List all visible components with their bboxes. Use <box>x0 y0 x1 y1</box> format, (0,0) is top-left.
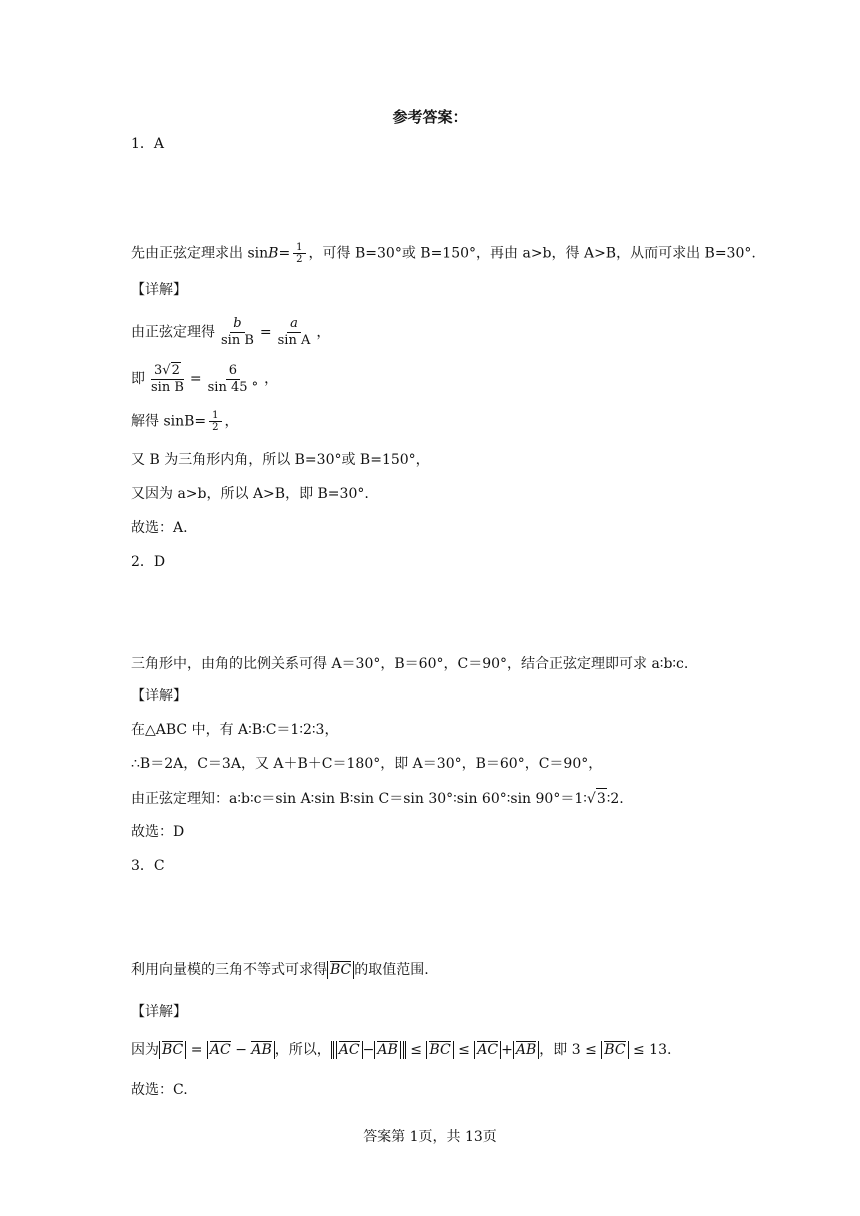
le-sign: ≤ <box>458 1042 470 1058</box>
abs-ab <box>513 1041 539 1059</box>
q1-analysis-text-a: 先由正弦定理求出 sin <box>131 245 269 262</box>
abs-bc <box>426 1041 453 1059</box>
equals-sign: = <box>259 324 272 341</box>
q1-detail-line-4: 又 B 为三角形内角，所以 B=30°或 B=150°， <box>131 452 430 468</box>
fraction-numerator: 1 <box>209 410 221 422</box>
q1-analysis <box>131 242 756 265</box>
q1-detail-line-2 <box>131 362 278 396</box>
q2-l3-suffix: ∶2. <box>606 791 624 807</box>
q3-so-text: ，所以， <box>274 1042 331 1058</box>
vector-ac: AC <box>338 1042 360 1058</box>
fraction-denominator: sin 45 ° <box>207 379 259 395</box>
q3-analysis-prefix: 利用向量模的三角不等式可求得 <box>131 962 327 978</box>
vector-bc: BC <box>162 1042 184 1058</box>
q1-detail-line-5: 又因为 a>b，所以 A>B，即 B=30°. <box>131 486 369 502</box>
radicand: 3 <box>596 788 607 809</box>
fraction-numerator: 3√2 <box>151 362 184 380</box>
q3-analysis-suffix: 的取值范围. <box>354 962 429 978</box>
vector-ab: AB <box>377 1042 398 1058</box>
q1-choice: 故选：A. <box>131 520 188 536</box>
fraction-denominator: sin B <box>221 333 254 348</box>
vector-bc: BC <box>604 1042 626 1058</box>
abs-diff-magnitudes <box>331 1041 406 1059</box>
q1-l3-prefix: 解得 sinB= <box>131 413 207 430</box>
q2-detail-line-2: ∴B＝2A，C＝3A，又 A＋B＋C＝180°，即 A＝30°，B＝60°，C＝90°， <box>131 756 603 772</box>
fraction-denominator: 2 <box>212 422 219 433</box>
q3-l1-prefix: 因为 <box>131 1042 159 1058</box>
q1-l3-half-fraction <box>209 410 221 433</box>
fraction-numerator: a <box>287 316 301 333</box>
q2-detail-line-3: 由正弦定理知：a∶b∶c＝sin A∶sin B∶sin C＝sin 30°∶sin 60°∶sin 90°＝1∶√3∶2. <box>131 788 624 809</box>
q1-l1-prefix: 由正弦定理得 <box>131 324 215 341</box>
q1-detail-header: 【详解】 <box>131 282 187 298</box>
minus-sign: − <box>362 1042 375 1058</box>
q1-l3-suffix: ， <box>224 413 239 430</box>
abs-bc <box>159 1041 186 1059</box>
q3-end-text: ≤ 13. <box>632 1042 672 1058</box>
page-footer: 答案第 1页，共 13页 <box>363 1129 497 1145</box>
fraction-numerator: b <box>230 316 244 333</box>
radicand: 2 <box>171 363 180 378</box>
q1-detail-line-1 <box>131 316 330 349</box>
fraction-numerator: 6 <box>226 363 240 380</box>
plus-sign: + <box>501 1042 513 1058</box>
q1-detail-line-3 <box>131 410 239 433</box>
q2-detail-header: 【详解】 <box>131 688 187 704</box>
q3-choice: 故选：C. <box>131 1082 188 1098</box>
q3-detail-header: 【详解】 <box>131 1004 187 1020</box>
q1-analysis-text-d: ，可得 B=30°或 B=150°，再由 a>b，得 A>B，从而可求出 B=30°. <box>308 245 756 262</box>
abs-ac <box>336 1041 363 1059</box>
vector-bc: BC <box>429 1042 451 1058</box>
q1-l1-suffix: ， <box>316 324 331 341</box>
fraction-numerator: 1 <box>293 242 305 254</box>
vector-bc: BC <box>330 962 352 978</box>
q3-then-text: ，即 3 ≤ <box>539 1042 597 1058</box>
abs-ab <box>374 1041 400 1059</box>
q3-abs-bc <box>327 961 354 979</box>
vector-ac: AC <box>477 1042 499 1058</box>
q1-answer: 1．A <box>131 136 165 152</box>
vector-ab: AB <box>515 1042 537 1058</box>
equals-sign: = <box>189 371 202 387</box>
q1-l2-fraction-1 <box>148 362 187 396</box>
q1-analysis-var-b: B <box>268 245 279 262</box>
q3-answer: 3．C <box>131 858 165 874</box>
equals-sign: = <box>190 1042 203 1058</box>
q1-l2-fraction-2 <box>205 363 262 396</box>
minus-sign: − <box>235 1042 247 1058</box>
q3-analysis <box>131 960 429 980</box>
vector-ab: AB <box>251 1042 272 1058</box>
q2-analysis: 三角形中，由角的比例关系可得 A＝30°，B＝60°，C＝90°，结合正弦定理即可求 a∶b∶c. <box>131 656 689 672</box>
fraction-denominator: sin B <box>151 380 184 395</box>
q1-half-fraction <box>293 242 305 265</box>
fraction-denominator: 2 <box>296 254 303 265</box>
q1-l2-prefix: 即 <box>131 371 145 387</box>
abs-ac <box>474 1041 501 1059</box>
le-sign: ≤ <box>410 1042 422 1058</box>
vector-ac: AC <box>209 1042 231 1058</box>
coefficient: 3 <box>154 363 163 378</box>
q2-l3-prefix: 由正弦定理知：a∶b∶c＝sin A∶sin B∶sin C＝sin 30°∶sin 60°∶sin 90°＝1∶ <box>131 791 587 807</box>
q1-l2-suffix: ， <box>264 371 279 387</box>
q1-l1-fraction-1 <box>218 316 257 349</box>
abs-bc <box>601 1041 628 1059</box>
q1-analysis-eq: = <box>278 245 291 262</box>
q2-answer: 2．D <box>131 554 166 570</box>
q3-detail-line-1 <box>131 1040 671 1060</box>
q2-choice: 故选：D <box>131 824 185 840</box>
abs-ac-minus-ab <box>207 1041 275 1059</box>
page-title: 参考答案： <box>392 108 468 126</box>
q1-l1-fraction-2 <box>275 316 314 349</box>
q2-detail-line-1: 在△ABC 中，有 A∶B∶C＝1∶2∶3， <box>131 722 339 738</box>
fraction-denominator: sin A <box>277 333 311 348</box>
